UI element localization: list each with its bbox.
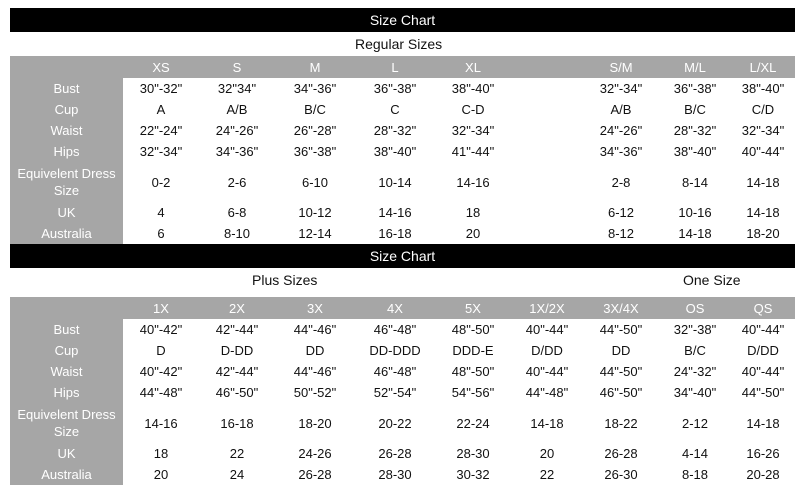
one-size-title: One Size bbox=[683, 272, 741, 288]
regular-subheader bbox=[10, 32, 795, 56]
row-label: Cup bbox=[10, 340, 123, 361]
row-label: Waist bbox=[10, 361, 123, 382]
size-header-cell: 3X/4X bbox=[583, 297, 659, 319]
measurement-cell: 44"-46" bbox=[293, 364, 337, 379]
measurement-cell: 32"-34" bbox=[741, 123, 785, 138]
measurement-cell: 36"-38" bbox=[673, 81, 717, 96]
measurement-cell: 28"-32" bbox=[673, 123, 717, 138]
measurement-row bbox=[10, 464, 795, 485]
size-header-cell: S/M bbox=[583, 56, 659, 78]
measurement-cell: 28"-32" bbox=[373, 123, 417, 138]
row-label: Waist bbox=[10, 120, 123, 141]
measurement-cell: 46"-50" bbox=[599, 385, 643, 400]
measurement-cell: 44"-48" bbox=[525, 385, 569, 400]
measurement-cell: D/DD bbox=[747, 343, 779, 358]
measurement-cell: 18 bbox=[465, 205, 481, 220]
measurement-cell: 14-18 bbox=[746, 174, 780, 190]
measurement-cell: D bbox=[156, 343, 166, 358]
measurement-cell: 24 bbox=[229, 467, 245, 482]
measurement-cell: 20 bbox=[153, 467, 169, 482]
measurement-cell: A/B bbox=[226, 102, 248, 117]
size-header-cell: S bbox=[199, 56, 275, 78]
measurement-cell: 18-22 bbox=[604, 415, 638, 431]
measurement-cell: 26"-28" bbox=[293, 123, 337, 138]
measurement-cell: DD bbox=[305, 343, 325, 358]
measurement-cell: 26-28 bbox=[298, 467, 332, 482]
measurement-cell: 14-16 bbox=[456, 174, 490, 190]
measurement-cell: 32"-34" bbox=[599, 81, 643, 96]
measurement-row bbox=[10, 78, 795, 99]
header-corner bbox=[10, 56, 123, 78]
measurement-cell: 48"-50" bbox=[451, 364, 495, 379]
measurement-cell: 36"-38" bbox=[373, 81, 417, 96]
measurement-cell: 34"-36" bbox=[599, 144, 643, 159]
measurement-cell: 40"-44" bbox=[741, 322, 785, 337]
size-header-cell: OS bbox=[659, 297, 731, 319]
measurement-cell: 40"-42" bbox=[139, 364, 183, 379]
size-header-cell: 5X bbox=[435, 297, 511, 319]
measurement-row bbox=[10, 162, 795, 202]
measurement-cell: 10-14 bbox=[378, 174, 412, 190]
measurement-cell: 46"-48" bbox=[373, 364, 417, 379]
measurement-cell: 4 bbox=[157, 205, 165, 220]
size-header-cell: XS bbox=[123, 56, 199, 78]
measurement-cell: 0-2 bbox=[151, 174, 171, 190]
measurement-cell: 22-24 bbox=[456, 415, 490, 431]
measurement-cell: 46"-50" bbox=[215, 385, 259, 400]
measurement-cell: 22 bbox=[229, 446, 245, 461]
measurement-cell: 38"-40" bbox=[373, 144, 417, 159]
measurement-cell: 52"-54" bbox=[373, 385, 417, 400]
measurement-row bbox=[10, 141, 795, 162]
size-header-cell: 3X bbox=[275, 297, 355, 319]
banner-title: Size Chart bbox=[369, 248, 436, 264]
row-label: Hips bbox=[10, 141, 123, 162]
measurement-cell: 44"-48" bbox=[139, 385, 183, 400]
measurement-cell bbox=[511, 202, 583, 223]
measurement-cell: 40"-44" bbox=[741, 364, 785, 379]
measurement-cell bbox=[511, 223, 583, 244]
measurement-cell: 18 bbox=[153, 446, 169, 461]
measurement-cell: 10-12 bbox=[298, 205, 332, 220]
measurement-cell: 20 bbox=[465, 226, 481, 241]
plus-sizes-table bbox=[10, 297, 795, 485]
size-header-cell: 1X/2X bbox=[511, 297, 583, 319]
measurement-cell: 6-10 bbox=[301, 174, 329, 190]
measurement-cell: D/DD bbox=[531, 343, 563, 358]
size-header-cell bbox=[511, 56, 583, 78]
measurement-cell: 16-18 bbox=[378, 226, 412, 241]
measurement-cell: C-D bbox=[461, 102, 485, 117]
measurement-cell: 6-8 bbox=[227, 205, 247, 220]
measurement-cell: 22"-24" bbox=[139, 123, 183, 138]
measurement-cell: 24"-26" bbox=[599, 123, 643, 138]
row-label: Australia bbox=[10, 223, 123, 244]
measurement-cell: 20-22 bbox=[378, 415, 412, 431]
measurement-cell: 14-16 bbox=[144, 415, 178, 431]
measurement-cell: 2-8 bbox=[611, 174, 631, 190]
measurement-cell bbox=[511, 141, 583, 162]
measurement-row bbox=[10, 382, 795, 403]
measurement-cell: 24-26 bbox=[298, 446, 332, 461]
header-corner bbox=[10, 297, 123, 319]
measurement-cell bbox=[511, 99, 583, 120]
measurement-cell: 42"-44" bbox=[215, 364, 259, 379]
measurement-cell: 14-16 bbox=[378, 205, 412, 220]
measurement-cell: 16-26 bbox=[746, 446, 780, 461]
measurement-cell: 18-20 bbox=[298, 415, 332, 431]
row-label: Equivelent Dress Size bbox=[10, 403, 123, 443]
measurement-cell: 14-18 bbox=[678, 226, 712, 241]
banner-title: Size Chart bbox=[369, 12, 436, 28]
size-header-cell: L bbox=[355, 56, 435, 78]
measurement-cell: B/C bbox=[684, 102, 706, 117]
measurement-cell: 14-18 bbox=[530, 415, 564, 431]
measurement-cell: 8-10 bbox=[223, 226, 251, 241]
measurement-cell: 28-30 bbox=[378, 467, 412, 482]
measurement-row bbox=[10, 99, 795, 120]
measurement-cell: 26-28 bbox=[378, 446, 412, 461]
measurement-row bbox=[10, 340, 795, 361]
measurement-cell: 10-16 bbox=[678, 205, 712, 220]
measurement-row bbox=[10, 443, 795, 464]
measurement-cell: 8-18 bbox=[681, 467, 709, 482]
measurement-cell: C/D bbox=[751, 102, 775, 117]
measurement-cell: 42"-44" bbox=[215, 322, 259, 337]
measurement-cell: 26-30 bbox=[604, 467, 638, 482]
row-label: UK bbox=[10, 202, 123, 223]
measurement-cell: 38"-40" bbox=[673, 144, 717, 159]
size-header-cell: XL bbox=[435, 56, 511, 78]
measurement-cell: 12-14 bbox=[298, 226, 332, 241]
measurement-cell: 34"-36" bbox=[293, 81, 337, 96]
measurement-cell: C bbox=[390, 102, 400, 117]
measurement-cell: 44"-50" bbox=[741, 385, 785, 400]
measurement-cell: DD-DDD bbox=[369, 343, 421, 358]
measurement-cell: 38"-40" bbox=[451, 81, 495, 96]
measurement-cell: 32"34" bbox=[217, 81, 257, 96]
measurement-cell: 44"-50" bbox=[599, 322, 643, 337]
measurement-cell: 50"-52" bbox=[293, 385, 337, 400]
measurement-cell: 24"-26" bbox=[215, 123, 259, 138]
measurement-cell: 32"-34" bbox=[139, 144, 183, 159]
regular-sizes-title: Regular Sizes bbox=[355, 36, 443, 52]
measurement-cell: 34"-40" bbox=[673, 385, 717, 400]
measurement-cell: DDD-E bbox=[452, 343, 494, 358]
measurement-cell: B/C bbox=[304, 102, 326, 117]
measurement-cell: 26-28 bbox=[604, 446, 638, 461]
row-label: Australia bbox=[10, 464, 123, 485]
row-label: UK bbox=[10, 443, 123, 464]
measurement-cell bbox=[511, 120, 583, 141]
size-chart-banner-regular bbox=[10, 8, 795, 32]
measurement-cell: 40"-44" bbox=[525, 322, 569, 337]
plus-subheader bbox=[10, 268, 795, 292]
row-label: Cup bbox=[10, 99, 123, 120]
measurement-cell: 40"-42" bbox=[139, 322, 183, 337]
measurement-cell: 36"-38" bbox=[293, 144, 337, 159]
size-header-cell: M bbox=[275, 56, 355, 78]
measurement-cell: 6-12 bbox=[607, 205, 635, 220]
size-header-cell: M/L bbox=[659, 56, 731, 78]
row-label: Equivelent Dress Size bbox=[10, 162, 123, 202]
measurement-cell: 6 bbox=[157, 226, 165, 241]
measurement-cell: A/B bbox=[610, 102, 632, 117]
measurement-cell: 40"-44" bbox=[741, 144, 785, 159]
measurement-cell: 4-14 bbox=[681, 446, 709, 461]
measurement-cell: 22 bbox=[539, 467, 555, 482]
measurement-cell: D-DD bbox=[220, 343, 254, 358]
regular-sizes-table bbox=[10, 56, 795, 244]
measurement-cell: 14-18 bbox=[746, 205, 780, 220]
measurement-cell: 32"-38" bbox=[673, 322, 717, 337]
measurement-cell: 44"-46" bbox=[293, 322, 337, 337]
measurement-cell: DD bbox=[611, 343, 631, 358]
measurement-cell: 48"-50" bbox=[451, 322, 495, 337]
plus-sizes-title: Plus Sizes bbox=[252, 272, 318, 288]
measurement-cell: 46"-48" bbox=[373, 322, 417, 337]
measurement-cell: 54"-56" bbox=[451, 385, 495, 400]
row-label: Bust bbox=[10, 319, 123, 340]
measurement-cell: 20-28 bbox=[746, 467, 780, 482]
measurement-cell: 14-18 bbox=[746, 415, 780, 431]
measurement-cell: 34"-36" bbox=[215, 144, 259, 159]
measurement-cell: 20 bbox=[539, 446, 555, 461]
row-label: Bust bbox=[10, 78, 123, 99]
measurement-cell: 32"-34" bbox=[451, 123, 495, 138]
size-header-cell: 4X bbox=[355, 297, 435, 319]
measurement-cell: 2-6 bbox=[227, 174, 247, 190]
size-header-cell: QS bbox=[731, 297, 795, 319]
measurement-cell bbox=[511, 78, 583, 99]
size-header-cell: 2X bbox=[199, 297, 275, 319]
measurement-row bbox=[10, 361, 795, 382]
measurement-cell: 24"-32" bbox=[673, 364, 717, 379]
measurement-row bbox=[10, 202, 795, 223]
measurement-cell: 8-14 bbox=[681, 174, 709, 190]
size-header-row bbox=[10, 56, 795, 78]
measurement-cell: B/C bbox=[684, 343, 706, 358]
measurement-cell: 41"-44" bbox=[451, 144, 495, 159]
measurement-cell: 40"-44" bbox=[525, 364, 569, 379]
size-header-cell: L/XL bbox=[731, 56, 795, 78]
size-header-row bbox=[10, 297, 795, 319]
measurement-row bbox=[10, 403, 795, 443]
measurement-cell: 8-12 bbox=[607, 226, 635, 241]
size-chart-page bbox=[10, 8, 795, 485]
measurement-cell: 18-20 bbox=[746, 226, 780, 241]
measurement-cell: A bbox=[156, 102, 166, 117]
measurement-row bbox=[10, 223, 795, 244]
row-label: Hips bbox=[10, 382, 123, 403]
size-chart-banner-plus bbox=[10, 244, 795, 268]
measurement-row bbox=[10, 120, 795, 141]
measurement-cell: 28-30 bbox=[456, 446, 490, 461]
measurement-cell: 16-18 bbox=[220, 415, 254, 431]
measurement-cell: 38"-40" bbox=[741, 81, 785, 96]
size-header-cell: 1X bbox=[123, 297, 199, 319]
measurement-cell: 44"-50" bbox=[599, 364, 643, 379]
measurement-cell: 30-32 bbox=[456, 467, 490, 482]
measurement-cell bbox=[511, 162, 583, 202]
measurement-row bbox=[10, 319, 795, 340]
measurement-cell: 30"-32" bbox=[139, 81, 183, 96]
measurement-cell: 2-12 bbox=[681, 415, 709, 431]
